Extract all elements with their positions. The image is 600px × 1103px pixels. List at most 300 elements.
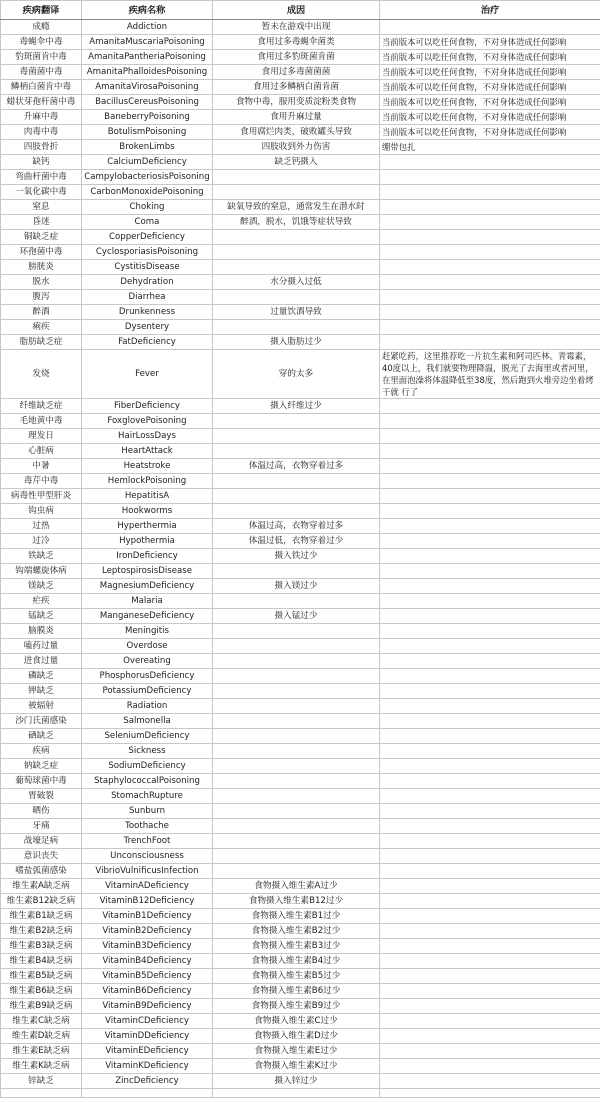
cell-cause xyxy=(213,185,380,200)
cell-translation: 腹泻 xyxy=(1,290,82,305)
cell-treatment: 当前版本可以吃任何食物，不对身体造成任何影响 xyxy=(380,65,600,80)
cell-treatment xyxy=(380,170,600,185)
table-row xyxy=(1,789,600,804)
cell-translation: 锰缺乏 xyxy=(1,609,82,624)
cell-translation: 嗜盐弧菌感染 xyxy=(1,864,82,879)
cell-translation: 维生素B4缺乏病 xyxy=(1,954,82,969)
cell-cause xyxy=(213,624,380,639)
cell-translation: 脱水 xyxy=(1,275,82,290)
cell-treatment xyxy=(380,414,600,429)
cell-translation: 意识丧失 xyxy=(1,849,82,864)
cell-translation: 窒息 xyxy=(1,200,82,215)
cell-cause: 食用过多豹斑菌肯菌 xyxy=(213,50,380,65)
cell-disease-name: VitaminADeficiency xyxy=(82,879,213,894)
cell-disease-name: SodiumDeficiency xyxy=(82,759,213,774)
cell-disease-name: VitaminB2Deficiency xyxy=(82,924,213,939)
table-row xyxy=(1,65,600,80)
cell-cause xyxy=(213,260,380,275)
table-row xyxy=(1,879,600,894)
cell-translation: 钾缺乏 xyxy=(1,684,82,699)
cell-cause xyxy=(213,594,380,609)
cell-translation: 毛地黄中毒 xyxy=(1,414,82,429)
cell-translation: 毒菌菌中毒 xyxy=(1,65,82,80)
cell-cause xyxy=(213,654,380,669)
table-row xyxy=(1,125,600,140)
cell-cause: 食用过多毒菌菌菌 xyxy=(213,65,380,80)
table-row xyxy=(1,939,600,954)
cell-cause: 体温过高，衣物穿着过多 xyxy=(213,519,380,534)
table-row xyxy=(1,459,600,474)
cell-cause: 食用升麻过量 xyxy=(213,110,380,125)
cell-treatment xyxy=(380,579,600,594)
cell-treatment xyxy=(380,275,600,290)
cell-cause xyxy=(213,414,380,429)
cell-disease-name: VitaminB3Deficiency xyxy=(82,939,213,954)
cell-treatment xyxy=(380,834,600,849)
cell-disease-name: Drunkenness xyxy=(82,305,213,320)
table-row xyxy=(1,909,600,924)
cell-translation: 钩虫病 xyxy=(1,504,82,519)
cell-cause: 缺乏钙摄入 xyxy=(213,155,380,170)
table-row xyxy=(1,894,600,909)
cell-translation: 维生素B6缺乏病 xyxy=(1,984,82,999)
cell-treatment xyxy=(380,549,600,564)
cell-translation: 环孢菌中毒 xyxy=(1,245,82,260)
cell-translation: 嗑药过量 xyxy=(1,639,82,654)
cell-translation: 四肢骨折 xyxy=(1,140,82,155)
cell-translation: 战壕足病 xyxy=(1,834,82,849)
cell-disease-name: Unconsciousness xyxy=(82,849,213,864)
cell-disease-name: VitaminEDeficiency xyxy=(82,1044,213,1059)
table-row xyxy=(1,80,600,95)
cell-cause: 食物摄入维生素D过少 xyxy=(213,1029,380,1044)
cell-treatment xyxy=(380,200,600,215)
cell-cause: 四肢收到外力伤害 xyxy=(213,140,380,155)
cell-treatment xyxy=(380,215,600,230)
cell-translation: 铁缺乏 xyxy=(1,549,82,564)
cell-treatment xyxy=(380,260,600,275)
table-row xyxy=(1,290,600,305)
cell-cause: 水分摄入过低 xyxy=(213,275,380,290)
cell-translation: 脂肪缺乏症 xyxy=(1,335,82,350)
cell-translation: 升麻中毒 xyxy=(1,110,82,125)
cell-translation: 维生素B12缺乏病 xyxy=(1,894,82,909)
cell-disease-name: PhosphorusDeficiency xyxy=(82,669,213,684)
cell-treatment: 当前版本可以吃任何食物，不对身体造成任何影响 xyxy=(380,125,600,140)
table-row xyxy=(1,1044,600,1059)
cell-cause xyxy=(213,834,380,849)
cell-disease-name: CyclosporiasisPoisoning xyxy=(82,245,213,260)
cell-translation: 毒芹中毒 xyxy=(1,474,82,489)
cell-cause xyxy=(213,669,380,684)
cell-translation: 钩端螺旋体病 xyxy=(1,564,82,579)
cell-treatment xyxy=(380,999,600,1014)
cell-cause xyxy=(213,699,380,714)
cell-translation: 维生素B1缺乏病 xyxy=(1,909,82,924)
cell-translation: 维生素D缺乏病 xyxy=(1,1029,82,1044)
cell-translation: 磷缺乏 xyxy=(1,669,82,684)
cell-cause: 体温过高，衣物穿着过多 xyxy=(213,459,380,474)
cell-treatment xyxy=(380,729,600,744)
cell-translation: 纤维缺乏症 xyxy=(1,399,82,414)
cell-disease-name: HemlockPoisoning xyxy=(82,474,213,489)
cell-disease-name: AmanitaVirosaPoisoning xyxy=(82,80,213,95)
cell-disease-name: VibrioVulnificusInfection xyxy=(82,864,213,879)
cell-translation: 醉酒 xyxy=(1,305,82,320)
cell-treatment xyxy=(380,444,600,459)
cell-cause: 食物摄入维生素K过少 xyxy=(213,1059,380,1074)
cell-disease-name: BotulismPoisoning xyxy=(82,125,213,140)
cell-disease-name: VitaminB12Deficiency xyxy=(82,894,213,909)
cell-disease-name: AmanitaPhalloidesPoisoning xyxy=(82,65,213,80)
cell-cause: 食物摄入维生素A过少 xyxy=(213,879,380,894)
cell-cause: 食物摄入维生素C过少 xyxy=(213,1014,380,1029)
cell-cause xyxy=(213,804,380,819)
table-row xyxy=(1,1029,600,1044)
table-row xyxy=(1,335,600,350)
table-row xyxy=(1,1074,600,1089)
cell-disease-name: VitaminKDeficiency xyxy=(82,1059,213,1074)
cell-treatment xyxy=(380,819,600,834)
cell-disease-name: VitaminB4Deficiency xyxy=(82,954,213,969)
cell-cause: 食物摄入维生素B4过少 xyxy=(213,954,380,969)
cell-treatment: 当前版本可以吃任何食物，不对身体造成任何影响 xyxy=(380,80,600,95)
cell-translation: 肉毒中毒 xyxy=(1,125,82,140)
cell-treatment: 当前版本可以吃任何食物，不对身体造成任何影响 xyxy=(380,110,600,125)
cell-cause xyxy=(213,774,380,789)
table-row xyxy=(1,1014,600,1029)
cell-translation: 中暑 xyxy=(1,459,82,474)
cell-disease-name: Sunburn xyxy=(82,804,213,819)
cell-disease-name: Hyperthermia xyxy=(82,519,213,534)
cell-cause: 摄入脂肪过少 xyxy=(213,335,380,350)
col-header-cause: 成因 xyxy=(213,1,380,20)
cell-translation: 弯曲杆菌中毒 xyxy=(1,170,82,185)
col-header-translation: 疾病翻译 xyxy=(1,1,82,20)
cell-cause: 食用过多鳞柄白菌肯菌 xyxy=(213,80,380,95)
cell-disease-name: HairLossDays xyxy=(82,429,213,444)
cell-treatment xyxy=(380,984,600,999)
cell-treatment: 当前版本可以吃任何食物，不对身体造成任何影响 xyxy=(380,95,600,110)
cell-cause: 食物摄入维生素B9过少 xyxy=(213,999,380,1014)
cell-cause: 食物摄入维生素E过少 xyxy=(213,1044,380,1059)
cell-translation: 疟疾 xyxy=(1,594,82,609)
table-row xyxy=(1,504,600,519)
cell-treatment xyxy=(380,714,600,729)
table-row xyxy=(1,999,600,1014)
cell-translation: 沙门氏菌感染 xyxy=(1,714,82,729)
cell-treatment xyxy=(380,609,600,624)
cell-cause xyxy=(213,429,380,444)
cell-treatment xyxy=(380,939,600,954)
cell-translation: 病毒性甲型肝炎 xyxy=(1,489,82,504)
cell-translation: 维生素B2缺乏病 xyxy=(1,924,82,939)
table-row xyxy=(1,819,600,834)
cell-disease-name: HepatitisA xyxy=(82,489,213,504)
table-row xyxy=(1,245,600,260)
cell-translation: 铜缺乏症 xyxy=(1,230,82,245)
cell-treatment xyxy=(380,864,600,879)
cell-disease-name: MagnesiumDeficiency xyxy=(82,579,213,594)
cell-disease-name: SeleniumDeficiency xyxy=(82,729,213,744)
table-row xyxy=(1,155,600,170)
cell-treatment xyxy=(380,789,600,804)
cell-disease-name: Dehydration xyxy=(82,275,213,290)
cell-cause xyxy=(213,849,380,864)
cell-disease-name: StomachRupture xyxy=(82,789,213,804)
cell-treatment: 赶紧吃药，这里推荐吃一片抗生素和阿司匹林。青霉素，40度以上，我们就要物理降温，脱光了去海里或者河里，在里面泡澡将体温降低至38度，然后跑到火堆旁边坐着烤干就 行了 xyxy=(380,350,600,399)
cell-treatment xyxy=(380,155,600,170)
cell-treatment xyxy=(380,1044,600,1059)
cell-cause xyxy=(213,744,380,759)
table-row xyxy=(1,564,600,579)
cell-disease-name: CarbonMonoxidePoisoning xyxy=(82,185,213,200)
cell-translation: 维生素C缺乏病 xyxy=(1,1014,82,1029)
cell-cause: 缺氧导致的窒息，通常发生在潜水时 xyxy=(213,200,380,215)
cell-disease-name: BacillusCereusPoisoning xyxy=(82,95,213,110)
cell-disease-name: FatDeficiency xyxy=(82,335,213,350)
cell-treatment xyxy=(380,654,600,669)
table-row xyxy=(1,684,600,699)
table-row xyxy=(1,230,600,245)
cell-disease-name: LeptospirosisDisease xyxy=(82,564,213,579)
cell-cause: 摄入铁过少 xyxy=(213,549,380,564)
table-row xyxy=(1,170,600,185)
cell-translation: 维生素B3缺乏病 xyxy=(1,939,82,954)
cell-cause xyxy=(213,474,380,489)
cell-translation: 豹斑菌肯中毒 xyxy=(1,50,82,65)
cell-treatment xyxy=(380,624,600,639)
cell-translation: 理发日 xyxy=(1,429,82,444)
cell-translation: 镁缺乏 xyxy=(1,579,82,594)
cell-treatment xyxy=(380,429,600,444)
table-row xyxy=(1,699,600,714)
cell-treatment xyxy=(380,594,600,609)
cell-disease-name: CystitisDisease xyxy=(82,260,213,275)
cell-treatment xyxy=(380,894,600,909)
table-row xyxy=(1,305,600,320)
cell-disease-name: Overdose xyxy=(82,639,213,654)
table-row xyxy=(1,639,600,654)
cell-disease-name: FiberDeficiency xyxy=(82,399,213,414)
cell-cause xyxy=(213,245,380,260)
cell-cause xyxy=(213,714,380,729)
cell-cause: 食物摄入维生素B1过少 xyxy=(213,909,380,924)
cell-treatment xyxy=(380,399,600,414)
cell-cause: 摄入锰过少 xyxy=(213,609,380,624)
cell-cause xyxy=(213,789,380,804)
cell-treatment xyxy=(380,230,600,245)
cell-disease-name: HeartAttack xyxy=(82,444,213,459)
cell-treatment: 绷带包扎 xyxy=(380,140,600,155)
table-row xyxy=(1,429,600,444)
table-row xyxy=(1,744,600,759)
table-row xyxy=(1,1059,600,1074)
cell-disease-name: ZincDeficiency xyxy=(82,1074,213,1089)
cell-cause xyxy=(213,504,380,519)
table-row xyxy=(1,954,600,969)
table-row xyxy=(1,20,600,35)
cell-translation: 过热 xyxy=(1,519,82,534)
table-row xyxy=(1,609,600,624)
table-row xyxy=(1,50,600,65)
cell-cause xyxy=(213,489,380,504)
cell-disease-name: VitaminB5Deficiency xyxy=(82,969,213,984)
cell-disease-name: CampylobacteriosisPoisoning xyxy=(82,170,213,185)
cell-cause: 食用腐烂肉类，破败罐头导致 xyxy=(213,125,380,140)
cell-cause xyxy=(213,230,380,245)
cell-disease-name: AmanitaMuscariaPoisoning xyxy=(82,35,213,50)
cell-translation: 胃破裂 xyxy=(1,789,82,804)
cell-treatment: 当前版本可以吃任何食物，不对身体造成任何影响 xyxy=(380,50,600,65)
cell-disease-name: PotassiumDeficiency xyxy=(82,684,213,699)
cell-treatment xyxy=(380,459,600,474)
cell-disease-name: Sickness xyxy=(82,744,213,759)
cell-translation: 维生素B5缺乏病 xyxy=(1,969,82,984)
empty-cell xyxy=(1,1089,82,1098)
cell-translation: 鳞柄白菌肯中毒 xyxy=(1,80,82,95)
cell-cause xyxy=(213,320,380,335)
cell-disease-name: IronDeficiency xyxy=(82,549,213,564)
cell-treatment xyxy=(380,804,600,819)
cell-translation: 痢疾 xyxy=(1,320,82,335)
cell-disease-name: Choking xyxy=(82,200,213,215)
table-row xyxy=(1,35,600,50)
table-row xyxy=(1,864,600,879)
empty-row xyxy=(1,1089,600,1098)
table-row xyxy=(1,984,600,999)
table-row xyxy=(1,774,600,789)
table-row xyxy=(1,320,600,335)
cell-translation: 毒蝇伞中毒 xyxy=(1,35,82,50)
cell-treatment xyxy=(380,954,600,969)
table-row xyxy=(1,834,600,849)
table-row xyxy=(1,969,600,984)
cell-treatment: 当前版本可以吃任何食物，不对身体造成任何影响 xyxy=(380,35,600,50)
cell-cause: 穿的太多 xyxy=(213,350,380,399)
table-row xyxy=(1,654,600,669)
table-row xyxy=(1,399,600,414)
table-row xyxy=(1,519,600,534)
cell-treatment xyxy=(380,1014,600,1029)
cell-cause: 食物中毒，服用变质淀粉类食物 xyxy=(213,95,380,110)
table-row xyxy=(1,260,600,275)
cell-treatment xyxy=(380,20,600,35)
cell-translation: 维生素E缺乏病 xyxy=(1,1044,82,1059)
cell-translation: 发烧 xyxy=(1,350,82,399)
cell-translation: 晒伤 xyxy=(1,804,82,819)
cell-cause: 体温过低，衣物穿着过少 xyxy=(213,534,380,549)
table-row xyxy=(1,414,600,429)
cell-cause xyxy=(213,290,380,305)
cell-treatment xyxy=(380,305,600,320)
table-row xyxy=(1,95,600,110)
cell-disease-name: StaphylococcalPoisoning xyxy=(82,774,213,789)
cell-cause: 食物摄入维生素B5过少 xyxy=(213,969,380,984)
table-row xyxy=(1,444,600,459)
cell-treatment xyxy=(380,519,600,534)
table-row xyxy=(1,534,600,549)
table-row xyxy=(1,185,600,200)
table-row xyxy=(1,594,600,609)
cell-treatment xyxy=(380,534,600,549)
cell-treatment xyxy=(380,849,600,864)
cell-treatment xyxy=(380,909,600,924)
cell-cause xyxy=(213,684,380,699)
cell-cause: 食物摄入维生素B6过少 xyxy=(213,984,380,999)
table-row xyxy=(1,200,600,215)
cell-disease-name: Diarrhea xyxy=(82,290,213,305)
empty-cell xyxy=(82,1089,213,1098)
cell-translation: 成瘾 xyxy=(1,20,82,35)
cell-treatment xyxy=(380,504,600,519)
cell-disease-name: Coma xyxy=(82,215,213,230)
cell-disease-name: FoxglovePoisoning xyxy=(82,414,213,429)
cell-translation: 维生素K缺乏病 xyxy=(1,1059,82,1074)
cell-treatment xyxy=(380,1059,600,1074)
table-row xyxy=(1,140,600,155)
cell-translation: 心脏病 xyxy=(1,444,82,459)
table-row xyxy=(1,489,600,504)
cell-cause: 摄入镁过少 xyxy=(213,579,380,594)
empty-cell xyxy=(213,1089,380,1098)
table-row xyxy=(1,474,600,489)
cell-cause xyxy=(213,759,380,774)
cell-translation: 缺钙 xyxy=(1,155,82,170)
cell-disease-name: ManganeseDeficiency xyxy=(82,609,213,624)
table-row xyxy=(1,714,600,729)
table-row xyxy=(1,549,600,564)
cell-translation: 蜡状芽孢杆菌中毒 xyxy=(1,95,82,110)
cell-disease-name: Addiction xyxy=(82,20,213,35)
cell-translation: 脑膜炎 xyxy=(1,624,82,639)
cell-disease-name: Salmonella xyxy=(82,714,213,729)
cell-translation: 牙痛 xyxy=(1,819,82,834)
cell-treatment xyxy=(380,969,600,984)
cell-treatment xyxy=(380,564,600,579)
table-row xyxy=(1,759,600,774)
cell-translation: 膀胱炎 xyxy=(1,260,82,275)
cell-treatment xyxy=(380,335,600,350)
cell-treatment xyxy=(380,774,600,789)
cell-treatment xyxy=(380,699,600,714)
cell-treatment xyxy=(380,290,600,305)
cell-disease-name: TrenchFoot xyxy=(82,834,213,849)
table-row xyxy=(1,849,600,864)
table-row xyxy=(1,215,600,230)
table-row xyxy=(1,669,600,684)
table-row xyxy=(1,924,600,939)
cell-translation: 锌缺乏 xyxy=(1,1074,82,1089)
cell-cause: 醉酒，脱水，饥饿等症状导致 xyxy=(213,215,380,230)
cell-cause: 暂未在游戏中出现 xyxy=(213,20,380,35)
cell-disease-name: Radiation xyxy=(82,699,213,714)
cell-cause xyxy=(213,729,380,744)
cell-treatment xyxy=(380,320,600,335)
cell-disease-name: VitaminB6Deficiency xyxy=(82,984,213,999)
table-row xyxy=(1,350,600,399)
cell-cause: 过量饮酒导致 xyxy=(213,305,380,320)
cell-translation: 硒缺乏 xyxy=(1,729,82,744)
cell-translation: 昏迷 xyxy=(1,215,82,230)
cell-treatment xyxy=(380,474,600,489)
table-row xyxy=(1,729,600,744)
table-row xyxy=(1,579,600,594)
cell-disease-name: Dysentery xyxy=(82,320,213,335)
cell-translation: 葡萄球菌中毒 xyxy=(1,774,82,789)
cell-treatment xyxy=(380,639,600,654)
cell-cause: 食用过多毒蝇伞菌类 xyxy=(213,35,380,50)
